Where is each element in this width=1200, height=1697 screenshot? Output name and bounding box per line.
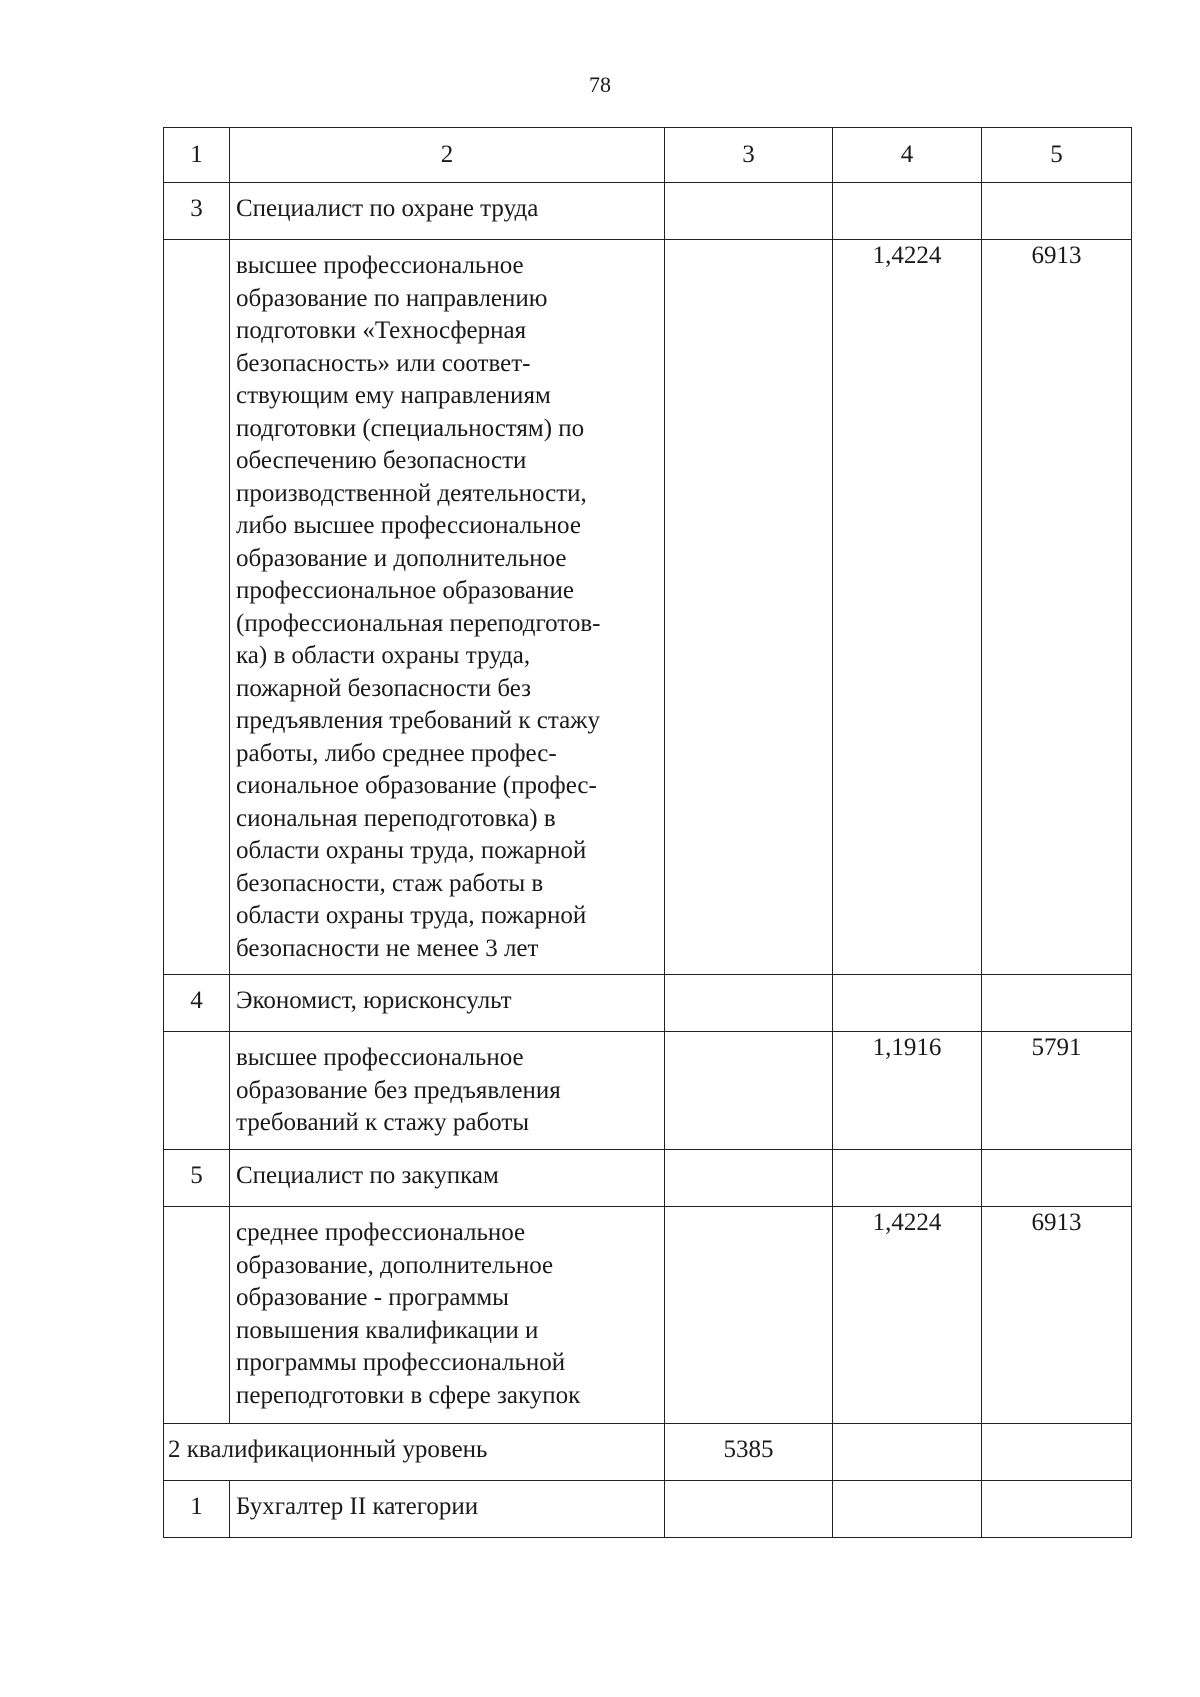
header-cell: 1 (164, 128, 230, 183)
requirements-line: повышения квалификации и (236, 1316, 539, 1344)
empty-cell (665, 1150, 833, 1207)
requirements-line: образование без предъявления (236, 1076, 561, 1104)
requirements-line: программы профессиональной (236, 1349, 566, 1376)
requirements-line: сиональная переподготовка) в (236, 804, 556, 832)
page-number: 78 (589, 72, 611, 97)
empty-cell (982, 1150, 1132, 1207)
table-row (164, 183, 1132, 240)
position-title: Бухгалтер II категории (230, 1481, 665, 1538)
requirements-cell (230, 1032, 665, 1150)
empty-cell (665, 1032, 833, 1150)
row-number: 3 (164, 183, 230, 240)
empty-cell (164, 240, 230, 975)
requirements-line: ка) в области охраны труда, (236, 642, 531, 669)
requirements-line: высшее профессиональное (236, 252, 524, 279)
table-row (164, 1481, 1132, 1538)
empty-cell (164, 1207, 230, 1424)
requirements-line: либо высшее профессиональное (236, 512, 581, 539)
base-salary-value: 5385 (665, 1424, 833, 1481)
requirements-line: подготовки (специальностям) по (236, 414, 585, 442)
header-cell: 3 (665, 128, 833, 183)
header-cell: 2 (230, 128, 665, 183)
requirements-line: образование и дополнительное (236, 544, 567, 572)
table-row (164, 1150, 1132, 1207)
empty-cell (665, 975, 833, 1032)
requirements-line: среднее профессиональное (236, 1219, 526, 1246)
empty-cell (665, 183, 833, 240)
row-number: 1 (164, 1481, 230, 1538)
empty-cell (833, 1481, 982, 1538)
requirements-line: области охраны труда, пожарной (236, 837, 587, 864)
requirements-line: безопасности не менее 3 лет (236, 934, 539, 962)
coefficient-value: 1,1916 (833, 1032, 982, 1150)
empty-cell (833, 1424, 982, 1481)
position-title: Экономист, юрисконсульт (230, 975, 665, 1032)
table-row (164, 975, 1132, 1032)
requirements-line: переподготовки в сфере закупок (236, 1381, 581, 1409)
requirements-cell (230, 240, 665, 975)
requirements-line: работы, либо среднее профес- (236, 739, 557, 767)
requirements-line: образование по направлению (236, 284, 548, 312)
empty-cell (833, 183, 982, 240)
requirements-line: образование, дополнительное (236, 1251, 554, 1279)
table-row (164, 1207, 1132, 1424)
empty-cell (665, 240, 833, 975)
empty-cell (982, 975, 1132, 1032)
requirements-line: профессиональное образование (236, 577, 574, 604)
row-number: 5 (164, 1150, 230, 1207)
empty-cell (982, 183, 1132, 240)
qualification-level-label: 2 квалификационный уровень (164, 1424, 665, 1481)
empty-cell (164, 1032, 230, 1150)
table-header-row (164, 128, 1132, 183)
empty-cell (665, 1207, 833, 1424)
coefficient-value: 1,4224 (833, 1207, 982, 1424)
requirements-line: требований к стажу работы (236, 1109, 530, 1136)
requirements-line: пожарной безопасности без (236, 674, 532, 702)
header-cell: 5 (982, 128, 1132, 183)
position-title: Специалист по закупкам (230, 1150, 665, 1207)
requirements-line: области охраны труда, пожарной (236, 902, 587, 929)
empty-cell (665, 1481, 833, 1538)
table-row (164, 1032, 1132, 1150)
salary-value: 6913 (982, 1207, 1132, 1424)
table-row (164, 240, 1132, 975)
salary-value: 5791 (982, 1032, 1132, 1150)
row-number: 4 (164, 975, 230, 1032)
empty-cell (982, 1424, 1132, 1481)
requirements-line: ствующим ему направлениям (236, 382, 551, 409)
requirements-line: предъявления требований к стажу (236, 707, 600, 734)
requirements-line: безопасности, стаж работы в (236, 869, 544, 897)
salary-value: 6913 (982, 240, 1132, 975)
empty-cell (982, 1481, 1132, 1538)
requirements-line: безопасность» или соответ- (236, 349, 531, 377)
position-title: Специалист по охране труда (230, 183, 665, 240)
qualification-table (163, 127, 1132, 1538)
requirements-line: подготовки «Техносферная (236, 317, 527, 344)
requirements-line: сиональное образование (профес- (236, 772, 597, 799)
requirements-cell (230, 1207, 665, 1424)
requirements-line: высшее профессиональное (236, 1044, 524, 1071)
qualification-level-row (164, 1424, 1132, 1481)
coefficient-value: 1,4224 (833, 240, 982, 975)
requirements-line: производственной деятельности, (236, 479, 587, 507)
empty-cell (833, 1150, 982, 1207)
requirements-line: обеспечению безопасности (236, 447, 527, 474)
header-cell: 4 (833, 128, 982, 183)
requirements-line: (профессиональная переподготов- (236, 609, 601, 637)
empty-cell (833, 975, 982, 1032)
requirements-line: образование - программы (236, 1284, 509, 1311)
